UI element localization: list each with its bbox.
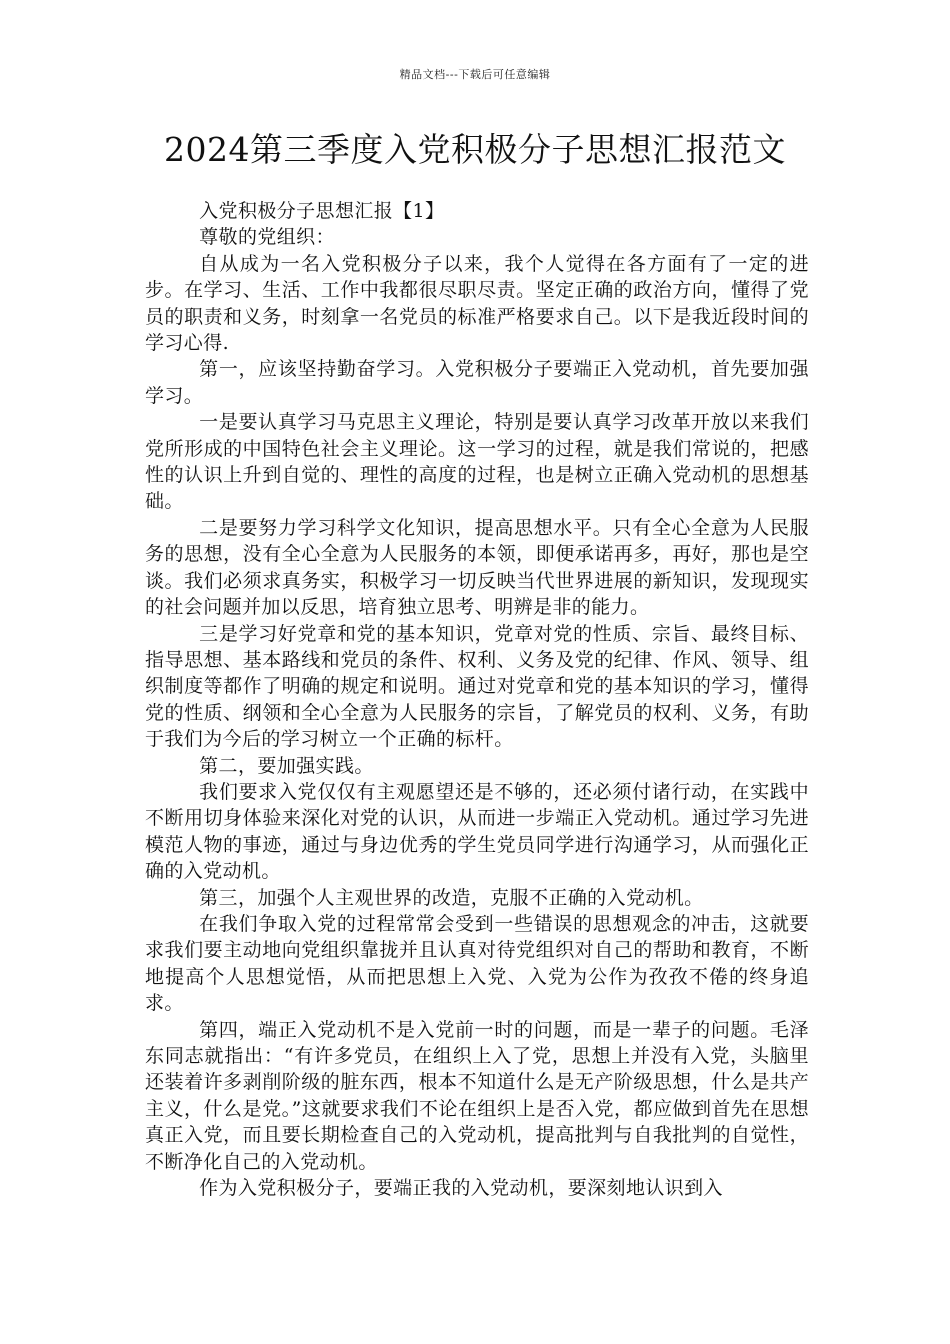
body-paragraph: 第三，加强个人主观世界的改造，克服不正确的入党动机。 [199, 886, 704, 909]
document-body [145, 198, 809, 1201]
body-paragraph: 第四，端正入党动机不是入党前一时的问题，而是一辈子的问题。毛泽东同志就指出：“有许多党员，在组织上入了党，思想上并没有入党，头脑里还装着许多剥削阶级的脏东西，根本不知道什么是无产阶级思想，什么是共产主义，什么是党。”这就要求我们不论在组织上是否入党，都应做到首先在思想真正入党，而且要长期检查自己的入党动机，提高批判与自我批判的自觉性，不断净化自己的入党动机。 [145, 1018, 809, 1173]
body-paragraph: 第二，要加强实践。 [199, 754, 374, 777]
salutation: 尊敬的党组织： [199, 226, 335, 249]
body-paragraph: 第一，应该坚持勤奋学习。入党积极分子要端正入党动机，首先要加强学习。 [145, 358, 809, 407]
body-paragraph: 在我们争取入党的过程常常会受到一些错误的思想观念的冲击，这就要求我们要主动地向党组织靠拢并且认真对待党组织对自己的帮助和教育，不断地提高个人思想觉悟，从而把思想上入党、入党为公作为孜孜不倦的终身追求。 [145, 912, 809, 1015]
body-paragraph: 三是学习好党章和党的基本知识，党章对党的性质、宗旨、最终目标、指导思想、基本路线和党员的条件、权利、义务及党的纪律、作风、领导、组织制度等都作了明确的规定和说明。通过对党章和党的基本知识的学习，懂得党的性质、纲领和全心全意为人民服务的宗旨，了解党员的权利、义务，有助于我们为今后的学习树立一个正确的标杆。 [145, 622, 809, 751]
body-paragraph: 自从成为一名入党积极分子以来，我个人觉得在各方面有了一定的进步。在学习、生活、工作中我都很尽职尽责。坚定正确的政治方向，懂得了党员的职责和义务，时刻拿一名党员的标准严格要求自己。以下是我近段时间的学习心得. [145, 252, 809, 355]
body-paragraph: 二是要努力学习科学文化知识，提高思想水平。只有全心全意为人民服务的思想，没有全心全意为人民服务的本领，即便承诺再多，再好，那也是空谈。我们必须求真务实，积极学习一切反映当代世界进展的新知识，发现现实的社会问题并加以反思，培育独立思考、明辨是非的能力。 [145, 516, 809, 619]
body-paragraph: 我们要求入党仅仅有主观愿望还是不够的，还必须付诸行动，在实践中不断用切身体验来深化对党的认识，从而进一步端正入党动机。通过学习先进模范人物的事迹，通过与身边优秀的学生党员同学进行沟通学习，从而强化正确的入党动机。 [145, 780, 809, 883]
body-paragraph: 作为入党积极分子，要端正我的入党动机，要深刻地认识到入 [199, 1177, 723, 1200]
section-heading: 入党积极分子思想汇报【1】 [199, 200, 445, 222]
header-note: 精品文档---下载后可任意编辑 [399, 68, 551, 81]
document-title: 2024第三季度入党积极分子思想汇报范文 [164, 130, 786, 169]
body-paragraph: 一是要认真学习马克思主义理论，特别是要认真学习改革开放以来我们党所形成的中国特色社会主义理论。这一学习的过程，就是我们常说的，把感性的认识上升到自觉的、理性的高度的过程，也是树立正确入党动机的思想基础。 [145, 411, 809, 513]
